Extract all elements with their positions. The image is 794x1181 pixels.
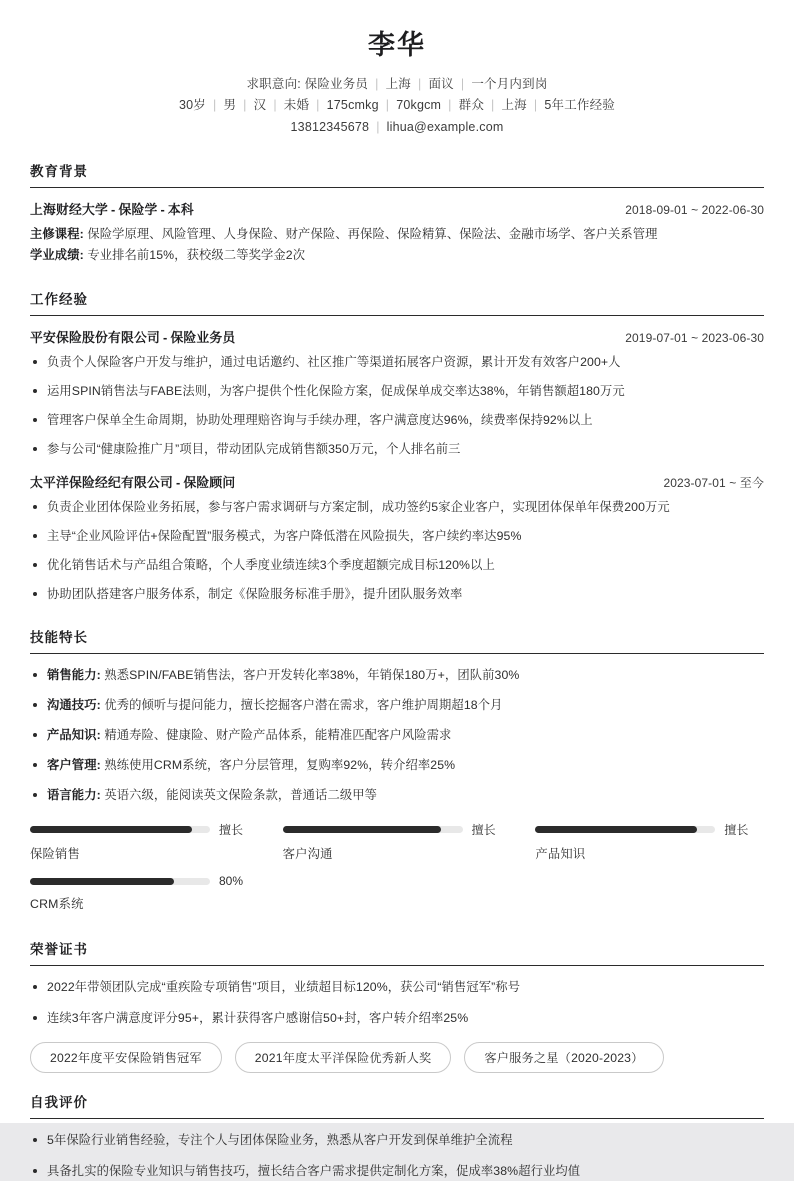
personal-info-item: 汉 <box>253 98 267 113</box>
skill-item-text: 精通寿险、健康险、财产险产品体系，能精准匹配客户风险需求 <box>100 728 452 743</box>
honor-bullet: 2022年带领团队完成“重疾险专项销售”项目，业绩超目标120%，获公司“销售冠军”称号 <box>30 977 764 997</box>
job-intent-item: 上海 <box>385 77 411 92</box>
skill-bar-fill <box>30 826 192 833</box>
skill-bar-value: 80% <box>219 874 244 889</box>
detail-label: 主修课程: <box>30 227 84 242</box>
job-intent-item: 面议 <box>428 77 454 92</box>
work-entry <box>30 472 764 604</box>
education-entry-list <box>30 199 764 266</box>
education-title-part: 上海财经大学 <box>30 202 108 218</box>
skill-item <box>30 725 764 745</box>
work-bullet: 参与公司“健康险推广月”项目，带动团队完成销售额350万元，个人排名前三 <box>30 439 764 459</box>
honor-tag[interactable]: 2022年度平安保险销售冠军 <box>30 1042 222 1073</box>
work-bullet: 主导“企业风险评估+保险配置”服务模式，为客户降低潜在风险损失，客户续约率达95% <box>30 526 764 546</box>
meta-separator: | <box>213 98 217 113</box>
work-bullet: 协助团队搭建客户服务体系，制定《保险服务标准手册》，提升团队服务效率 <box>30 584 764 604</box>
education-title-part: 保险学 <box>118 202 158 218</box>
skill-bar-track <box>283 826 463 833</box>
skill-bar-grid <box>30 821 764 920</box>
section-title-skills: 技能特长 <box>30 630 88 646</box>
section-divider <box>30 187 764 188</box>
work-bullet-list <box>30 352 764 459</box>
work-title-part: 平安保险股份有限公司 <box>30 330 160 346</box>
section-skills <box>30 626 764 920</box>
title-separator: - <box>162 330 168 346</box>
work-title-part: 太平洋保险经纪有限公司 <box>30 475 173 491</box>
entry-header <box>30 327 764 346</box>
work-entry-list <box>30 327 764 604</box>
meta-separator: | <box>273 98 277 113</box>
personal-info-item: 群众 <box>458 98 485 113</box>
skill-bar-row <box>30 821 259 838</box>
section-honors <box>30 938 764 1073</box>
honor-tag[interactable]: 客户服务之星（2020-2023） <box>464 1042 663 1073</box>
skill-item-text: 熟练使用CRM系统，客户分层管理，复购率92%，转介绍率25% <box>100 758 456 773</box>
personal-info-item: 5年工作经验 <box>544 98 615 113</box>
detail-text: 专业排名前15%，获校级二等奖学金2次 <box>83 248 306 263</box>
work-title <box>30 327 235 346</box>
education-entry <box>30 199 764 266</box>
honor-tag[interactable]: 2021年度太平洋保险优秀新人奖 <box>235 1042 452 1073</box>
personal-info-item: 男 <box>223 98 237 113</box>
section-title-honors: 荣誉证书 <box>30 942 88 958</box>
personal-info-item: 上海 <box>501 98 527 113</box>
section-title-education: 教育背景 <box>30 164 88 180</box>
personal-info-item: 175cmkg <box>326 98 379 113</box>
summary-bullet: 具备扎实的保险专业知识与销售技巧，擅长结合客户需求提供定制化方案，促成率38%超行业均值 <box>30 1161 764 1181</box>
skill-bar-value: 擅长 <box>471 823 496 838</box>
work-entry <box>30 327 764 459</box>
work-bullet: 负责个人保险客户开发与维护，通过电话邀约、社区推广等渠道拓展客户资源，累计开发有效客户200+人 <box>30 352 764 372</box>
detail-label: 学业成绩: <box>30 248 84 263</box>
education-detail-row <box>30 245 764 266</box>
meta-separator: | <box>448 98 452 113</box>
skill-bar-name: 产品知识 <box>535 847 586 862</box>
section-work <box>30 288 764 604</box>
meta-separator: | <box>375 77 379 92</box>
work-bullet-list <box>30 497 764 604</box>
title-separator: - <box>175 475 181 491</box>
skill-bar-fill <box>283 826 441 833</box>
contact-line <box>30 117 764 138</box>
skill-bar-row <box>535 821 764 838</box>
skill-item-text: 熟悉SPIN/FABE销售法，客户开发转化率38%，年销保180万+，团队前30% <box>100 668 520 683</box>
meta-separator: | <box>533 98 538 113</box>
skill-item <box>30 695 764 715</box>
skill-bar-cell <box>535 821 764 870</box>
skill-bar-value: 擅长 <box>724 823 749 838</box>
meta-separator: | <box>460 77 465 92</box>
work-title-part: 保险业务员 <box>170 330 236 346</box>
meta-separator: | <box>243 98 247 113</box>
skill-item <box>30 785 764 805</box>
skill-bar-cell <box>30 874 259 920</box>
section-summary <box>30 1091 764 1181</box>
work-date: 2019-07-01 ~ 2023-06-30 <box>625 331 764 346</box>
skill-bar-cell <box>30 821 259 870</box>
candidate-name: 李华 <box>368 30 426 60</box>
section-title-summary: 自我评价 <box>30 1095 88 1111</box>
meta-separator: | <box>491 98 495 113</box>
detail-text: 保险学原理、风险管理、人身保险、财产保险、再保险、保险精算、保险法、金融市场学、客户关系管理 <box>83 227 658 242</box>
summary-bullet: 5年保险行业销售经验，专注个人与团体保险业务，熟悉从客户开发到保单维护全流程 <box>30 1130 764 1150</box>
skill-item-list <box>30 665 764 805</box>
resume-header <box>30 18 764 138</box>
skill-item <box>30 665 764 685</box>
contact-item: lihua@example.com <box>386 120 504 135</box>
section-divider <box>30 1118 764 1119</box>
work-bullet: 运用SPIN销售法与FABE法则，为客户提供个性化保险方案，促成保单成交率达38%，年销售额超180万元 <box>30 381 764 401</box>
section-education <box>30 160 764 266</box>
section-divider <box>30 653 764 654</box>
meta-separator: | <box>385 98 390 113</box>
work-bullet: 负责企业团体保险业务拓展，参与客户需求调研与方案定制，成功签约5家企业客户，实现团体保单年保费200万元 <box>30 497 764 517</box>
skill-item-label: 客户管理: <box>47 758 101 773</box>
meta-separator: | <box>316 98 320 113</box>
work-bullet: 管理客户保单全生命周期，协助处理理赔咨询与手续办理，客户满意度达96%，续费率保持92%以上 <box>30 410 764 430</box>
personal-info-item: 未婚 <box>283 98 310 113</box>
entry-header <box>30 472 764 491</box>
education-detail-row <box>30 224 764 245</box>
education-title <box>30 199 194 218</box>
meta-separator: | <box>418 77 422 92</box>
work-title-part: 保险顾问 <box>183 475 236 491</box>
skill-item <box>30 755 764 775</box>
contact-item: 13812345678 <box>290 120 370 135</box>
title-separator: - <box>110 202 116 218</box>
personal-info-line <box>30 95 764 116</box>
skill-bar-row <box>30 874 259 888</box>
job-intent-item: 求职意向: 保险业务员 <box>246 77 369 92</box>
skill-bar-fill <box>30 878 174 885</box>
honor-bullet: 连续3年客户满意度评分95+，累计获得客户感谢信50+封，客户转介绍率25% <box>30 1008 764 1028</box>
skill-item-label: 销售能力: <box>47 668 101 683</box>
skill-bar-name: 客户沟通 <box>282 847 333 862</box>
meta-separator: | <box>376 120 380 135</box>
skill-bar-row <box>283 821 512 838</box>
skill-item-label: 语言能力: <box>47 788 101 803</box>
skill-bar-name: CRM系统 <box>30 897 84 912</box>
work-title <box>30 472 235 491</box>
skill-bar-value: 擅长 <box>219 823 244 838</box>
title-separator: - <box>160 202 165 218</box>
skill-bar-track <box>535 826 715 833</box>
work-bullet: 优化销售话术与产品组合策略，个人季度业绩连续3个季度超额完成目标120%以上 <box>30 555 764 575</box>
section-title-work: 工作经验 <box>30 292 88 308</box>
education-title-part: 本科 <box>167 202 194 218</box>
skill-bar-fill <box>535 826 697 833</box>
section-divider <box>30 965 764 966</box>
summary-bullet-list <box>30 1130 764 1181</box>
job-intent-item: 一个月内到岗 <box>471 77 548 92</box>
skill-item-text: 优秀的倾听与提问能力，擅长挖掘客户潜在需求，客户维护周期超18个月 <box>100 698 503 713</box>
entry-header <box>30 199 764 218</box>
skill-bar-track <box>30 826 210 833</box>
work-date: 2023-07-01 ~ 至今 <box>663 476 764 491</box>
education-date: 2018-09-01 ~ 2022-06-30 <box>625 203 764 218</box>
job-intent-line <box>30 74 764 95</box>
skill-bar-track <box>30 878 210 885</box>
skill-item-label: 产品知识: <box>47 728 101 743</box>
personal-info-item: 70kgcm <box>396 98 442 113</box>
honor-tag-row <box>30 1042 764 1073</box>
section-divider <box>30 315 764 316</box>
skill-bar-name: 保险销售 <box>30 847 80 862</box>
personal-info-item: 30岁 <box>178 98 206 113</box>
honor-bullet-list <box>30 977 764 1028</box>
skill-item-label: 沟通技巧: <box>47 698 101 713</box>
skill-item-text: 英语六级，能阅读英文保险条款，普通话二级甲等 <box>100 788 378 803</box>
skill-bar-cell <box>283 821 512 870</box>
